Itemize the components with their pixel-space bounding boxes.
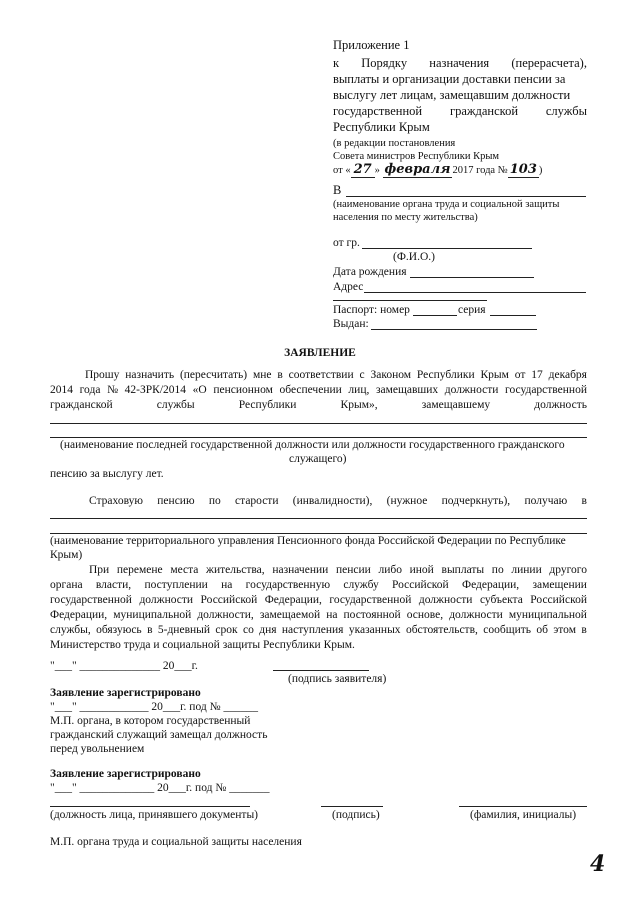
word: службы,	[50, 624, 91, 636]
series-line	[490, 315, 536, 316]
word: Российской	[200, 594, 258, 606]
word: перемене	[116, 564, 163, 576]
word: 17	[531, 369, 543, 381]
word: этом	[553, 624, 576, 636]
word: выплаты	[441, 564, 485, 576]
word: замещавших	[375, 384, 439, 396]
passport-number-line	[413, 315, 457, 316]
word: государственной	[333, 104, 423, 118]
p3-line-4	[50, 608, 587, 622]
position-caption-2: служащего)	[289, 453, 347, 465]
word: иной	[409, 564, 434, 576]
p1-line-1	[85, 368, 587, 382]
p3-line-5	[50, 623, 587, 637]
word: 5-дневный	[157, 624, 211, 636]
word: субъекта	[479, 594, 523, 606]
recipient-caption-1: (наименование органа труда и социальной защиты	[333, 199, 560, 210]
pfr-caption-2: Крым)	[50, 549, 83, 561]
word: (нужное	[386, 495, 428, 507]
p3-line-3	[50, 593, 587, 607]
word: в	[581, 495, 587, 507]
address-line	[364, 292, 586, 293]
word: постоянной	[343, 609, 401, 621]
word: (пересчитать)	[179, 369, 248, 381]
word: старости	[235, 495, 279, 507]
word: на	[221, 579, 233, 591]
word: в	[581, 624, 587, 636]
word: Российской	[530, 594, 587, 606]
word: замещавшему	[421, 399, 491, 411]
position-caption-1: (наименование последней государственной должности или должности государственного гражданского	[60, 439, 565, 451]
address-label: Адрес	[333, 281, 364, 293]
pfr-caption-1: (наименование территориального управления Пенсионного фонда Российской Федерации по Республике	[50, 535, 566, 547]
word: от	[514, 369, 526, 381]
reg1-mp-2: гражданский служащий замещал должность	[50, 729, 268, 741]
word: в	[147, 624, 153, 636]
p1-line-3	[50, 398, 587, 412]
word: об	[536, 624, 548, 636]
word: Порядку	[361, 56, 408, 70]
word: государственной	[505, 384, 587, 396]
word: дня	[259, 624, 277, 636]
reg2-position-line	[50, 806, 250, 807]
from-line	[362, 248, 532, 249]
word: места	[170, 564, 199, 576]
date-prefix: от «	[333, 165, 351, 176]
word: органа	[50, 579, 83, 591]
word: службу	[343, 579, 379, 591]
word: Прошу	[85, 369, 120, 381]
p1-line-2	[50, 383, 587, 397]
reg1-title: Заявление зарегистрировано	[50, 687, 201, 699]
word: со	[242, 624, 254, 636]
word: (инвалидности),	[292, 495, 373, 507]
word: власти,	[95, 579, 132, 591]
word: Федерации,	[50, 609, 108, 621]
word: гражданской	[449, 104, 519, 118]
recipient-line	[346, 196, 586, 197]
recipient-caption-2: населения по месту жительства)	[333, 212, 478, 223]
reg2-signature-line	[321, 806, 383, 807]
word: Российской	[392, 579, 449, 591]
word: поступлении	[144, 579, 208, 591]
p2-line	[89, 494, 587, 508]
issued-label: Выдан:	[333, 318, 369, 330]
pension-line: пенсию за выслугу лет.	[50, 468, 164, 480]
word: сообщить	[483, 624, 532, 636]
reg1-mp-1: М.П. органа, в котором государственный	[50, 715, 251, 727]
fio-caption: (Ф.И.О.)	[393, 251, 435, 263]
date-close: )	[538, 165, 543, 176]
word: муниципальной	[508, 609, 587, 621]
issued-line	[371, 329, 537, 330]
edition-line-1: (в редакции постановления	[333, 138, 456, 149]
word: государственной	[329, 594, 412, 606]
word: назначении	[272, 564, 329, 576]
reg2-mp: М.П. органа труда и социальной защиты населения	[50, 836, 302, 848]
word: Законом	[370, 369, 412, 381]
word: подчеркнуть),	[441, 495, 511, 507]
date-year: 2017 года №	[452, 165, 508, 176]
reg2-date: "___" _____________ 20___г. под № _______	[50, 782, 270, 794]
reg2-caption-position: (должность лица, принявшего документы)	[50, 809, 258, 821]
word: должности,	[197, 609, 254, 621]
word: срок	[215, 624, 238, 636]
word: в	[277, 369, 283, 381]
p3-line-1	[89, 563, 587, 577]
reg1-mp-3: перед увольнением	[50, 743, 145, 755]
word: службы	[545, 104, 587, 118]
word: государственной	[50, 594, 132, 606]
birth-label: Дата рождения	[333, 266, 407, 278]
signature-date: "___" ______________ 20___г.	[50, 660, 198, 672]
word: Республики	[238, 399, 297, 411]
word: на	[326, 609, 338, 621]
word: к	[333, 56, 340, 70]
handwritten-number: 103	[509, 162, 537, 177]
pfr-line-1	[50, 518, 587, 519]
word: основе,	[406, 609, 444, 621]
series-label: серия	[458, 304, 486, 316]
passport-label: Паспорт: номер	[333, 304, 410, 316]
word: №	[107, 384, 119, 396]
word: должности	[444, 384, 499, 396]
word: замещении	[532, 579, 587, 591]
appendix-line-4	[333, 104, 587, 118]
position-line-1	[50, 423, 587, 424]
appendix-line-3: выслугу лет лицам, замещавшим должности	[333, 88, 571, 102]
reg2-title: Заявление зарегистрировано	[50, 768, 201, 780]
page-number: 4	[590, 851, 606, 877]
word: декабря	[548, 369, 587, 381]
word: пенсию	[157, 495, 195, 507]
birth-line	[410, 277, 534, 278]
from-label: от гр.	[333, 237, 360, 249]
word: 2014	[50, 384, 73, 396]
handwritten-month: февраля	[384, 162, 451, 177]
edition-date-line	[333, 163, 542, 178]
word: гражданской	[50, 399, 113, 411]
p3-line-6: Министерство труда и социальной защиты Республики Крым.	[50, 639, 355, 651]
reg2-caption-signature: (подпись)	[332, 809, 380, 821]
word: 42-ЗРК/2014	[124, 384, 187, 396]
word: с	[359, 369, 365, 381]
word: Федерации,	[264, 594, 322, 606]
word: мне	[252, 369, 272, 381]
word: должности	[139, 594, 194, 606]
to-label: В	[333, 183, 342, 197]
word: лиц,	[348, 384, 370, 396]
appendix-line-2: выплаты и организации доставки пенсии за	[333, 72, 566, 86]
reg1-date: "___" ____________ 20___г. под № ______	[50, 701, 258, 713]
word: назначения	[429, 56, 490, 70]
word: линии	[511, 564, 542, 576]
word: по	[491, 564, 504, 576]
word: Страховую	[89, 495, 143, 507]
word: «О	[192, 384, 207, 396]
word: года	[79, 384, 101, 396]
word: указанных	[348, 624, 401, 636]
word: Крым»,	[340, 399, 378, 411]
word: муниципальной	[113, 609, 192, 621]
word: назначить	[125, 369, 175, 381]
word: соответствии	[288, 369, 354, 381]
edition-line-2: Совета министров Республики Крым	[333, 151, 500, 162]
word: Федерации,	[462, 579, 520, 591]
appendix-line-5: Республики Крым	[333, 120, 430, 134]
word: Крым	[480, 369, 509, 381]
word: Республики	[416, 369, 475, 381]
reg2-name-line	[459, 806, 587, 807]
handwritten-day: 27	[351, 163, 375, 178]
p3-line-2	[50, 578, 587, 592]
document-heading: ЗАЯВЛЕНИЕ	[284, 347, 356, 359]
word: получаю	[524, 495, 568, 507]
date-mid: »	[374, 165, 383, 176]
address-line-2	[333, 300, 487, 301]
applicant-signature-line	[273, 670, 369, 671]
word: обстоятельств,	[405, 624, 478, 636]
word: пенсионном	[213, 384, 273, 396]
applicant-signature-caption: (подпись заявителя)	[288, 673, 387, 685]
word: по	[208, 495, 221, 507]
word: либо	[378, 564, 402, 576]
word: должности	[418, 594, 473, 606]
word: обеспечении	[279, 384, 342, 396]
word: должность	[534, 399, 587, 411]
appendix-line-1	[333, 56, 587, 70]
appendix-title: Приложение 1	[333, 38, 410, 52]
word: другого	[549, 564, 587, 576]
word: При	[89, 564, 110, 576]
word: замещаемой	[259, 609, 321, 621]
word: государственную	[245, 579, 331, 591]
word: должности	[449, 609, 503, 621]
word: пенсии	[335, 564, 371, 576]
word: обязуюсь	[96, 624, 142, 636]
word: жительства,	[206, 564, 265, 576]
reg2-caption-name: (фамилия, инициалы)	[470, 809, 577, 821]
word: службы	[156, 399, 195, 411]
word: (перерасчета),	[511, 56, 587, 70]
word: наступления	[281, 624, 344, 636]
